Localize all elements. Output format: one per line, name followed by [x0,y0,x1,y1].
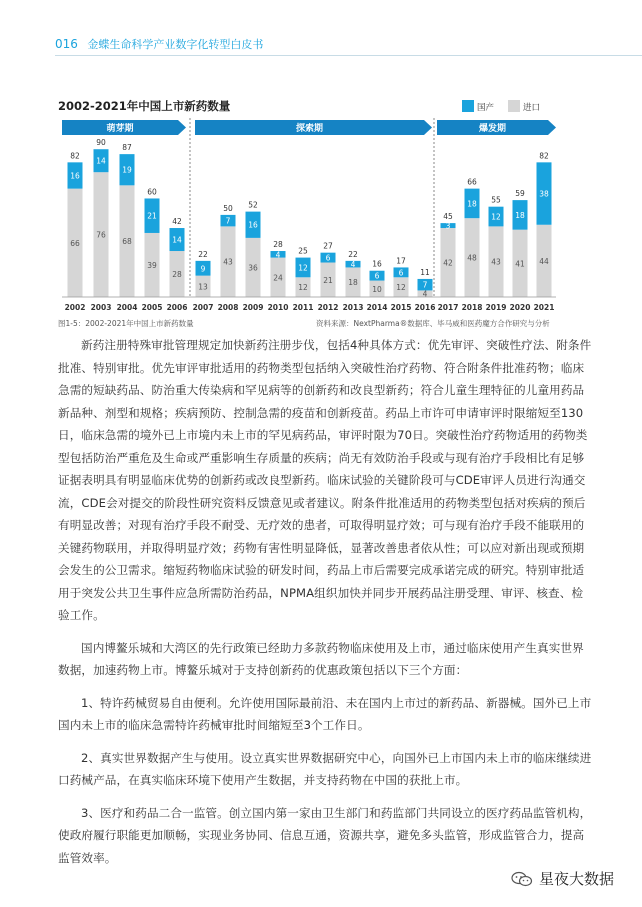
label-imported: 48 [467,253,477,263]
x-tick-label: 2016 [414,303,436,312]
figure-caption: 图1-5：2002-2021年中国上市新药数量 [58,319,194,328]
label-imported: 43 [223,257,233,267]
x-tick-label: 2007 [192,303,214,312]
x-tick-label: 2014 [366,303,388,312]
label-imported: 12 [396,283,406,293]
label-domestic: 7 [422,280,428,290]
label-imported: 44 [539,256,549,266]
paragraph: 3、医疗和药品二合一监管。创立国内第一家由卫生部门和药监部门共同设立的医疗药品监管机构，使政府履行职能更加顺畅，实现业务协同、信息互通，资源共享，避免多头监管，形成监管合力，提高监管效率。 [58,805,592,865]
legend-swatch [508,100,520,112]
label-domestic: 12 [298,263,308,273]
phase-label: 萌芽期 [106,124,134,134]
label-imported: 21 [323,275,333,285]
x-tick-label: 2015 [390,303,412,312]
figure-source: 资料来源：NextPharma®数据库、毕马威和医药魔方合作研究与分析 [316,319,550,328]
legend-label: 进口 [523,103,541,113]
new-drugs-chart [0,0,642,330]
label-imported: 24 [273,273,283,283]
phase-label: 爆发期 [478,124,507,134]
label-imported: 13 [198,282,208,292]
label-total: 27 [323,241,333,251]
x-tick-label: 2009 [242,303,264,312]
label-total: 82 [539,151,549,161]
label-total: 66 [467,177,477,187]
label-imported: 39 [147,260,157,270]
x-tick-label: 2004 [116,303,138,312]
label-imported: 18 [348,278,358,288]
label-imported: 43 [491,257,501,267]
chart-title: 2002-2021年中国上市新药数量 [58,99,231,113]
label-domestic: 4 [350,260,356,270]
x-tick-label: 2003 [90,303,112,312]
label-total: 28 [273,240,283,250]
watermark [511,868,614,889]
label-total: 11 [420,267,430,277]
label-domestic: 16 [248,220,258,230]
header-title: 金蝶生命科学产业数字化转型白皮书 [87,38,264,51]
label-domestic: 7 [225,216,231,226]
phase-label: 探索期 [295,124,324,134]
x-tick-label: 2002 [64,303,86,312]
label-domestic: 18 [467,199,477,209]
label-domestic: 4 [275,250,281,260]
label-domestic: 14 [172,235,182,245]
label-domestic: 6 [374,271,380,281]
label-imported: 76 [96,230,106,240]
legend-swatch [462,100,474,112]
x-tick-label: 2019 [485,303,507,312]
x-tick-label: 2006 [166,303,188,312]
label-imported: 4 [422,289,428,299]
label-domestic: 6 [325,253,331,263]
label-imported: 36 [248,263,258,273]
wechat-icon [511,871,533,887]
x-tick-label: 2010 [267,303,289,312]
label-total: 42 [172,217,182,227]
label-total: 22 [348,249,358,259]
x-tick-label: 2008 [217,303,239,312]
paragraph: 新药注册特殊审批管理规定加快新药注册步伐，包括4种具体方式：优先审评、突破性疗法、附条件批准、特别审批。优先审评审批适用的药物类型包括纳入突破性治疗药物、符合附条件批准药物；临床急需的短缺药品、防治重大传染病和罕见病等的创新药和改良型新药；符合儿童生理特征的儿童用药品新品种、剂型和规格；疾病预防、控制急需的疫苗和创新疫苗。药品上市许可申请审评时限缩短至130日，临床急需的境外已上市境内未上市的罕见病药品，审评时限为70日。突破性治疗药物适用的药物类型包括防治严重危及生命或严重影响生存质量的疾病；尚无有效防治手段或与现有治疗手段相比有足够证据表明具有明显临床优势的创新药或改良型新药。临床试验的关键阶段可与CDE审评人员进行沟通交流，CDE会对提交的阶段性研究资料反馈意见或者建议。附条件批准适用的药物类型包括对疾病的预后有明显改善；对现有治疗手段不耐受、无疗效的患者，可取得明显疗效；可与现有治疗手段不能联用的关键药物联用，并取得明显疗效；药物有害性明显降低，显著改善患者依从性；可以应对新出现或预期会发生的公卫需求。缩短药物临床试验的研发时间，药品上市后需要完成承诺完成的研究。特别审批适用于突发公共卫生事件应急所需防治药品，NPMA组织加快并同步开展药品注册受理、审评、核查、检验工作。 [58,338,592,622]
x-tick-label: 2021 [533,303,555,312]
x-tick-label: 2005 [141,303,163,312]
label-imported: 41 [515,259,525,269]
label-imported: 28 [172,270,182,280]
label-domestic: 9 [200,264,206,274]
x-tick-label: 2017 [437,303,459,312]
paragraph: 国内博鳌乐城和大湾区的先行政策已经助力多款药物临床使用及上市，通过临床使用产生真实世界数据，加速药物上市。博鳌乐城对于支持创新药的优惠政策包括以下三个方面： [58,640,584,677]
label-domestic: 12 [491,212,501,222]
label-total: 17 [396,256,406,266]
label-total: 59 [515,189,525,199]
body-text [58,334,592,879]
paragraph: 1、特许药械贸易自由便利。允许使用国际最前沿、未在国内上市过的新药品、新器械。国外已上市国内未上市的临床急需特许药械审批时间缩短至3个工作日。 [58,695,592,732]
label-imported: 68 [122,237,132,247]
watermark-text: 星夜大数据 [539,870,615,888]
label-total: 90 [96,138,106,148]
legend-label: 国产 [477,103,495,113]
label-total: 82 [70,151,80,161]
label-imported: 66 [70,238,80,248]
label-total: 50 [223,203,233,213]
label-total: 22 [198,249,208,259]
label-total: 45 [443,212,453,222]
paragraph: 2、真实世界数据产生与使用。设立真实世界数据研究中心，向国外已上市国内未上市的临床继续进口药械产品，在真实临床环境下使用产生数据，并支持药物在中国的获批上市。 [58,750,592,787]
label-total: 87 [122,143,132,153]
label-domestic: 38 [539,189,549,199]
label-imported: 10 [372,284,382,294]
x-tick-label: 2020 [509,303,531,312]
label-domestic: 18 [515,210,525,220]
x-tick-label: 2011 [292,303,314,312]
label-domestic: 14 [96,156,106,166]
label-imported: 12 [298,283,308,293]
label-total: 16 [372,259,382,269]
label-total: 55 [491,195,501,205]
label-total: 60 [147,187,157,197]
x-tick-label: 2012 [317,303,339,312]
label-domestic: 21 [147,211,157,221]
label-total: 25 [298,246,308,256]
label-total: 52 [248,200,258,210]
x-tick-label: 2018 [461,303,483,312]
label-imported: 42 [443,258,453,268]
x-tick-label: 2013 [342,303,364,312]
label-domestic: 6 [398,268,404,278]
label-domestic: 3 [445,221,451,231]
label-domestic: 19 [122,165,132,175]
page-number: 016 [55,37,78,51]
label-domestic: 16 [70,171,80,181]
